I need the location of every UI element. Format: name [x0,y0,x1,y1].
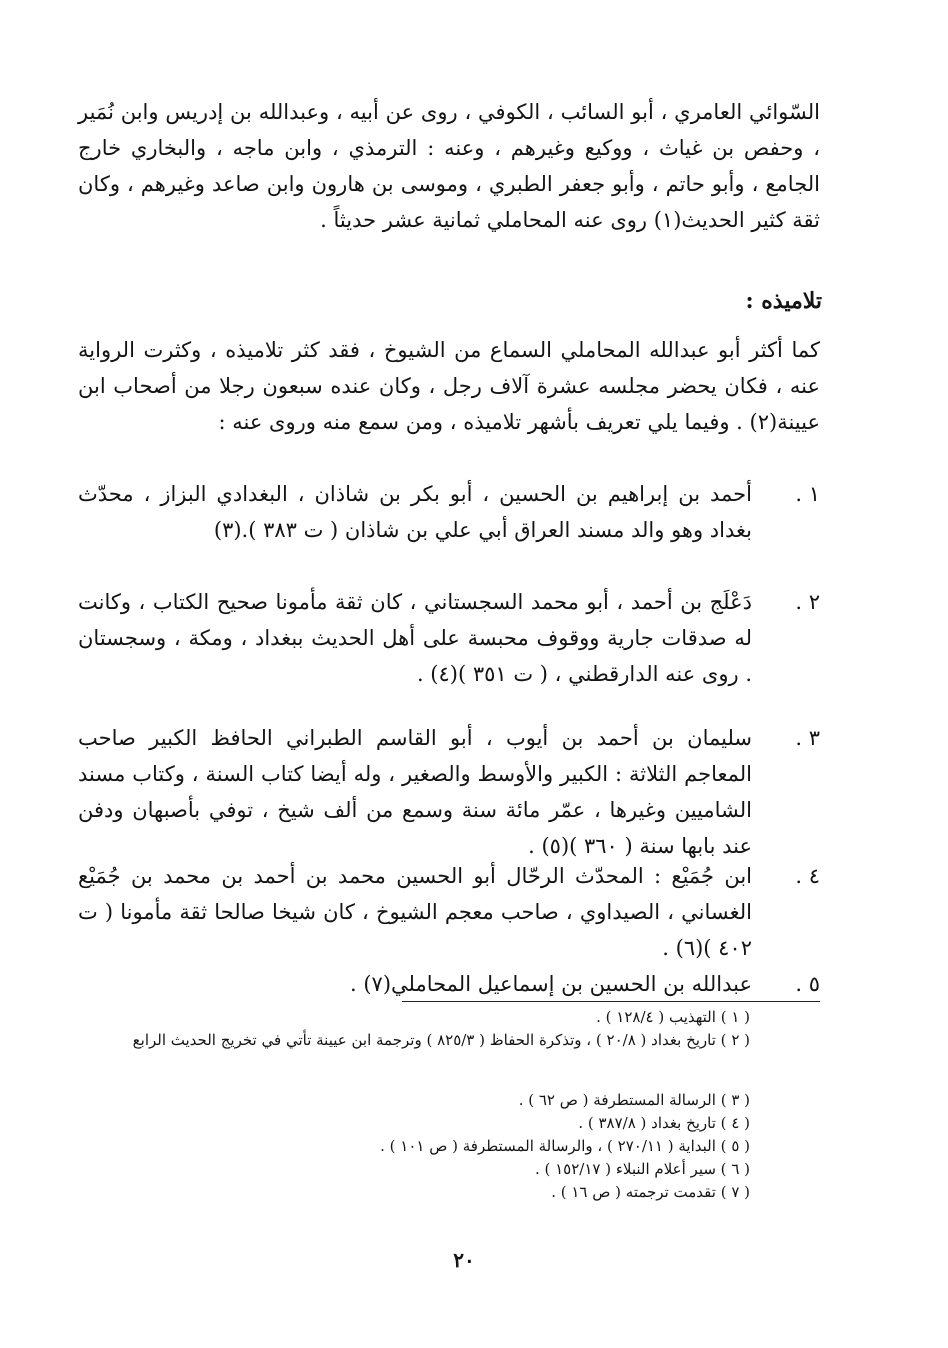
footnotes-bottom [60,1089,750,1204]
item-text: سليمان بن أحمد بن أيوب ، أبو القاسم الطبراني الحافظ الكبير صاحب المعاجم الثلاثة : الكبير والأوسط والصغير ، وله أيضا كتاب السنة ، وكتاب مسند الشاميين وغيرها ، عمّر مائة سنة وسمع من ألف شيخ ، توفي بأصبهان ودفن عند بابها سنة ( ٣٦٠ )(٥) . [78,726,752,858]
section-heading: تلاميذه : [745,288,822,314]
students-list [78,476,820,1006]
item-text: أحمد بن إبراهيم بن الحسين ، أبو بكر بن شاذان ، البغدادي البزاز ، محدّث بغداد وهو والد مسند العراق أبي علي بن شاذان ( ت ٣٨٣ ).(٣) [78,482,752,542]
student-item-3 [78,720,820,858]
students-paragraph: كما أكثر أبو عبدالله المحاملي السماع من الشيوخ ، فقد كثر تلاميذه ، وكثرت الرواية عنه ، فكان يحضر مجلسه عشرة آلاف رجل ، وكان عنده سبعون رجلا من أصحاب ابن عيينة(٢) . وفيما يلي تعريف بأشهر تلاميذه ، ومن سمع منه وروى عنه : [78,338,820,434]
item-number: ١ . [795,482,820,506]
footnote-6: ( ٦ ) سير أعلام النبلاء ( ١٥٢/١٧ ) . [534,1160,750,1178]
footnote-3: ( ٣ ) الرسالة المستطرفة ( ص ٦٢ ) . [518,1091,750,1109]
student-item-4 [78,858,820,966]
intro-paragraph: السّوائي العامري ، أبو السائب ، الكوفي ، روى عن أبيه ، وعبدالله بن إدريس وابن نُمَير ، وحفص بن غياث ، ووكيع وغيرهم ، وعنه : الترمذي ، وابن ماجه ، والبخاري خارج الجامع ، وأبو حاتم ، وأبو جعفر الطبري ، وموسى بن هارون وابن صاعد وغيرهم ، وكان ثقة كثير الحديث(١) روى عنه المحاملي ثمانية عشر حديثاً . [78,100,820,232]
item-number: ٤ . [795,864,820,888]
item-text: ابن جُمَيْع : المحدّث الرحّال أبو الحسين محمد بن أحمد بن محمد بن جُمَيْع الغساني ، الصيداوي ، صاحب معجم الشيوخ ، كان شيخا صالحا ثقة مأمونا ( ت ٤٠٢ )(٦) . [78,864,752,960]
item-text: عبدالله بن الحسين بن إسماعيل المحاملي(٧) . [349,972,752,996]
footnote-7: ( ٧ ) تقدمت ترجمته ( ص ١٦ ) . [551,1183,750,1201]
footnote-4: ( ٤ ) تاريخ بغداد ( ٣٨٧/٨ ) . [578,1114,750,1132]
footnote-separator [402,1001,820,1002]
page-number: ٢٠ [453,1248,475,1272]
item-text: دَعْلَج بن أحمد ، أبو محمد السجستاني ، كان ثقة مأمونا صحيح الكتاب ، وكانت له صدقات جارية ووقوف محبسة على أهل الحديث ببغداد ، ومكة ، وسجستان . روى عنه الدارقطني ، ( ت ٣٥١ )(٤) . [78,590,752,686]
footnote-5: ( ٥ ) البداية ( ٢٧٠/١١ ) ، والرسالة المستطرفة ( ص ١٠١ ) . [380,1137,750,1155]
footnote-1: ( ١ ) التهذيب ( ١٢٨/٤ ) . [596,1008,750,1026]
footnotes-top [60,1006,750,1052]
student-item-5 [78,966,820,1006]
item-number: ٢ . [795,590,820,614]
item-number: ٣ . [795,726,820,750]
student-item-2 [78,584,820,720]
footnote-2: ( ٢ ) تاريخ بغداد ( ٢٠/٨ ) ، وتذكرة الحفاظ ( ٨٢٥/٣ ) وترجمة ابن عيينة تأتي في تخريج الحديث الرابع [132,1031,750,1049]
student-item-1 [78,476,820,584]
item-number: ٥ . [795,972,820,996]
